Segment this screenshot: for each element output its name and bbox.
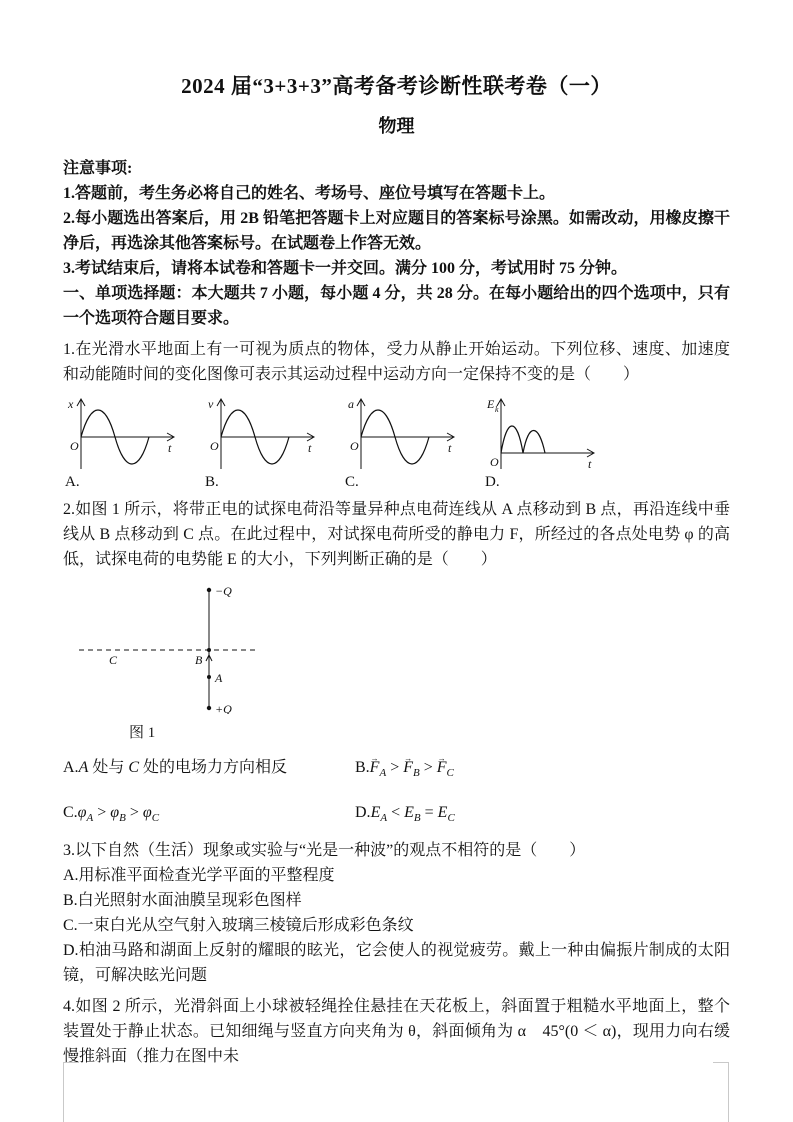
x-axis-label: t	[448, 441, 452, 455]
page-bottom-corner-mark-left	[63, 1062, 79, 1122]
origin-label: O	[490, 455, 499, 469]
option-a-label: A.	[65, 474, 80, 490]
option-c-label: C.	[345, 474, 359, 490]
question-3-option-a: A.用标准平面检查光学平面的平整程度	[63, 867, 335, 885]
positive-charge-label: +Q	[215, 702, 232, 714]
question-3-option-b: B.白光照射水面油膜呈现彩色图样	[63, 892, 302, 910]
question-3-text: 3.以下自然（生活）现象或实验与“光是一种波”的观点不相符的是（ ）	[63, 842, 586, 860]
question-2-option-a: A.A 处与 C 处的电场力方向相反	[63, 759, 288, 776]
question-2-option-c: $C.\varphi_A > \varphi_B > \varphi_C$	[63, 804, 160, 825]
positive-charge-dot	[207, 706, 211, 710]
notice-heading: 注意事项:	[63, 160, 133, 177]
question-3-option-d: D.柏油马路和湖面上反射的耀眼的眩光，它会使人的视觉疲劳。戴上一种由偏振片制成的太阳镜，可解决眩光问题	[63, 942, 730, 985]
question-2-option-b: $B.F \to_A > F \to_B > F \to_C$	[355, 754, 454, 787]
section-1-heading: 一、单项选择题：本大题共 7 小题，每小题 4 分，共 28 分。在每小题给出的四个选项中，只有一个选项符合题目要求。	[63, 285, 730, 327]
question-1-text: 1.在光滑水平地面上有一可视为质点的物体，受力从静止开始运动。下列位移、速度、加速度和动能随时间的变化图像可表示其运动过程中运动方向一定保持不变的是（ ）	[63, 341, 730, 383]
exam-page	[63, 0, 730, 1069]
negative-charge-label: −Q	[215, 584, 232, 598]
page-bottom-corner-mark-right	[713, 1062, 729, 1122]
option-b-label: B.	[205, 474, 219, 490]
point-c-label: C	[109, 653, 118, 667]
page-title: 2024 届“3+3+3”高考备考诊断性联考卷（一）	[181, 74, 612, 98]
displacement-time-graph	[65, 395, 177, 473]
notice-item-3: 3.考试结束后，请将本试卷和答题卡一并交回。满分 100 分，考试用时 75 分钟。	[63, 260, 628, 277]
x-axis-label: t	[588, 457, 592, 471]
point-b-label: B	[195, 653, 203, 667]
question-1-graphs	[65, 395, 730, 491]
question-3	[63, 838, 730, 988]
notice-item-2: 2.每小题选出答案后，用 2B 铅笔把答题卡上对应题目的答案标号涂黑。如需改动，用橡皮擦干净后，再选涂其他答案标号。在试题卷上作答无效。	[63, 210, 730, 252]
subject-title: 物理	[378, 116, 415, 136]
question-3-option-c: C.一束白光从空气射入玻璃三棱镜后形成彩色条纹	[63, 917, 414, 935]
y-axis-label-subscript: k	[495, 405, 499, 414]
question-2-figure	[69, 578, 279, 742]
x-axis-label: t	[308, 441, 312, 455]
velocity-time-graph	[205, 395, 317, 473]
question-1-graph-b	[205, 395, 317, 491]
origin-label: O	[210, 439, 219, 453]
kinetic-energy-time-graph	[485, 395, 597, 473]
point-b-dot	[207, 648, 211, 652]
question-2-options-row-1	[63, 754, 730, 787]
x-axis-label: t	[168, 441, 172, 455]
question-1-graph-c	[345, 395, 457, 491]
point-a-label: A	[215, 671, 223, 685]
origin-label: O	[350, 439, 359, 453]
acceleration-time-graph	[345, 395, 457, 473]
notice-item-1: 1.答题前，考生务必将自己的姓名、考场号、座位号填写在答题卡上。	[63, 185, 556, 202]
question-2-options-row-2	[63, 799, 730, 832]
option-d-label: D.	[485, 474, 500, 490]
question-2-option-d: $D.E_A < E_B = E_C$	[355, 804, 455, 825]
point-a-dot	[207, 675, 211, 679]
y-axis-label: a	[348, 397, 354, 411]
y-axis-label: x	[68, 397, 74, 411]
negative-charge-dot	[207, 588, 211, 592]
charge-dipole-figure	[69, 578, 269, 714]
question-1-graph-d	[485, 395, 597, 491]
question-2-text: 2.如图 1 所示，将带正电的试探电荷沿等量异种点电荷连线从 A 点移动到 B 点，再沿连线中垂线从 B 点移动到 C 点。在此过程中，对试探电荷所受的静电力 F，所经过的各点处电势 φ 的高低，试探电荷的电势能 E 的大小，下列判断正确的是（ ）	[63, 501, 730, 568]
origin-label: O	[70, 439, 79, 453]
y-axis-label: E	[487, 397, 495, 411]
y-axis-label: v	[208, 397, 214, 411]
figure-1-caption: 图 1	[129, 725, 156, 741]
question-1-graph-a	[65, 395, 177, 491]
question-4-text: 4.如图 2 所示，光滑斜面上小球被轻绳拴住悬挂在天花板上，斜面置于粗糙水平地面上，整个装置处于静止状态。已知细绳与竖直方向夹角为 θ，斜面倾角为 α 45°(0 ＜ α)，现用力向右缓慢推斜面（推力在图中未	[63, 998, 730, 1066]
